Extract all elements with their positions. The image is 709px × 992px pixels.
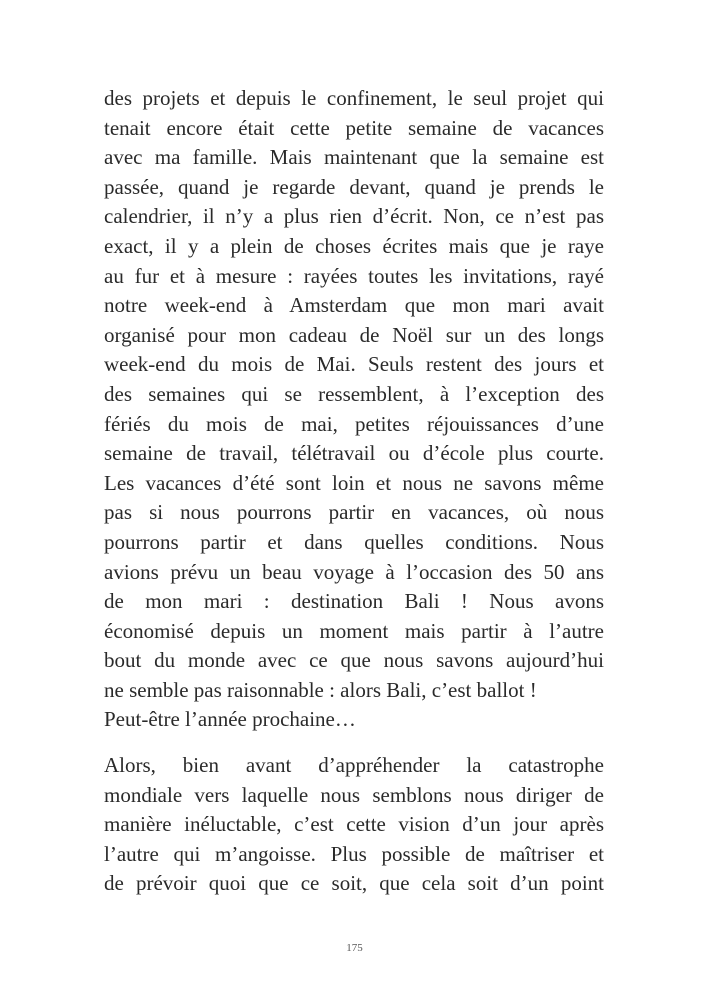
text-line: exact, il y a plein de choses écrites mais que je raye <box>104 233 604 258</box>
text-line: de mon mari : destination Bali ! Nous avons <box>104 589 604 614</box>
text-line: l’autre qui m’angoisse. Plus possible de maîtriser et <box>104 841 604 866</box>
text-line: mondiale vers laquelle nous semblons nous diriger de <box>104 782 604 807</box>
text-line: pas si nous pourrons partir en vacances, où nous <box>104 500 604 525</box>
text-line: calendrier, il n’y a plus rien d’écrit. Non, ce n’est pas <box>104 204 604 229</box>
text-line: au fur et à mesure : rayées toutes les invitations, rayé <box>104 263 604 288</box>
paragraph-spacer <box>104 735 604 751</box>
text-line: pourrons partir et dans quelles conditions. Nous <box>104 529 604 554</box>
text-line: avions prévu un beau voyage à l’occasion des 50 ans <box>104 559 604 584</box>
body-text <box>104 84 604 899</box>
paragraph-1 <box>104 84 604 735</box>
text-line: de prévoir quoi que ce soit, que cela soit d’un point <box>104 871 604 896</box>
text-line: économisé depuis un moment mais partir à l’autre <box>104 618 604 643</box>
text-line: des projets et depuis le confinement, le seul projet qui <box>104 86 604 110</box>
paragraph-2 <box>104 751 604 899</box>
text-line: Peut-être l’année prochaine… <box>104 707 356 732</box>
text-line: Alors, bien avant d’appréhender la catastrophe <box>104 753 604 778</box>
text-line: tenait encore était cette petite semaine de vacances <box>104 115 604 140</box>
text-line: Les vacances d’été sont loin et nous ne savons même <box>104 470 604 495</box>
text-line: avec ma famille. Mais maintenant que la semaine est <box>104 145 604 170</box>
text-line: manière inéluctable, c’est cette vision d’un jour après <box>104 812 604 837</box>
text-line: notre week-end à Amsterdam que mon mari avait <box>104 293 604 318</box>
text-line: des semaines qui se ressemblent, à l’exception des <box>104 381 604 406</box>
page-number: 175 <box>346 942 363 954</box>
text-line: passée, quand je regarde devant, quand je prends le <box>104 174 604 199</box>
text-line: ne semble pas raisonnable : alors Bali, c’est ballot ! <box>104 677 537 702</box>
text-line: bout du monde avec ce que nous savons aujourd’hui <box>104 648 604 673</box>
text-line: semaine de travail, télétravail ou d’école plus courte. <box>104 441 604 466</box>
text-line: week-end du mois de Mai. Seuls restent des jours et <box>104 352 604 377</box>
text-line: organisé pour mon cadeau de Noël sur un des longs <box>104 322 604 347</box>
text-line: fériés du mois de mai, petites réjouissances d’une <box>104 411 604 436</box>
